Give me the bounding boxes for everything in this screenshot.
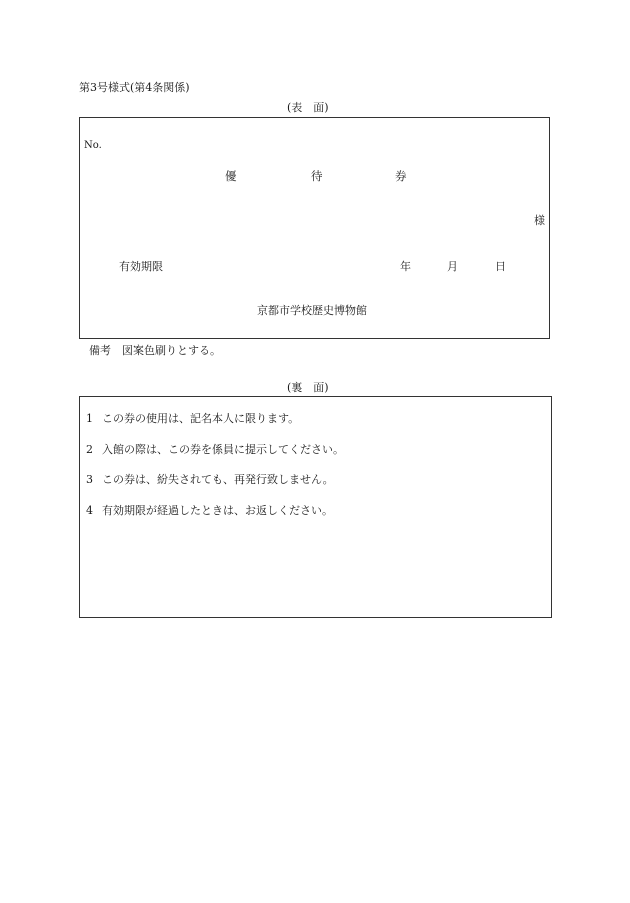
notice-number: 2 [86, 443, 93, 456]
notice-number: 1 [86, 412, 93, 425]
issuer-museum-name: 京都市学校歴史博物館 [257, 304, 367, 317]
notice-item [86, 474, 334, 485]
ticket-title-char: 優 [225, 169, 237, 183]
date-day-label: 日 [495, 260, 506, 273]
notice-item [86, 413, 299, 424]
notice-text: この券の使用は、記名本人に限ります。 [102, 412, 300, 425]
back-side-heading: (裏 面) [287, 381, 329, 394]
ticket-title-char: 待 [311, 169, 323, 183]
notice-text: 有効期限が経過したときは、お返しください。 [102, 504, 333, 517]
front-side-heading: (表 面) [287, 101, 329, 114]
notice-item [86, 505, 333, 516]
notice-number: 4 [86, 504, 93, 517]
notice-text: 入館の際は、この券を係員に提示してください。 [102, 443, 344, 456]
date-year-label: 年 [400, 260, 411, 273]
form-number-label: 第3号様式(第4条関係) [79, 81, 190, 94]
ticket-title-char: 券 [395, 169, 407, 183]
remarks-text: 備考 図案色刷りとする。 [89, 344, 221, 357]
ticket-number-label: No. [84, 140, 102, 151]
notice-text: この券は、紛失されても、再発行致しません。 [102, 473, 334, 486]
recipient-honorific: 様 [534, 214, 545, 227]
validity-label: 有効期限 [119, 260, 163, 273]
notice-number: 3 [86, 473, 93, 486]
notice-item [86, 444, 344, 455]
date-month-label: 月 [447, 260, 458, 273]
